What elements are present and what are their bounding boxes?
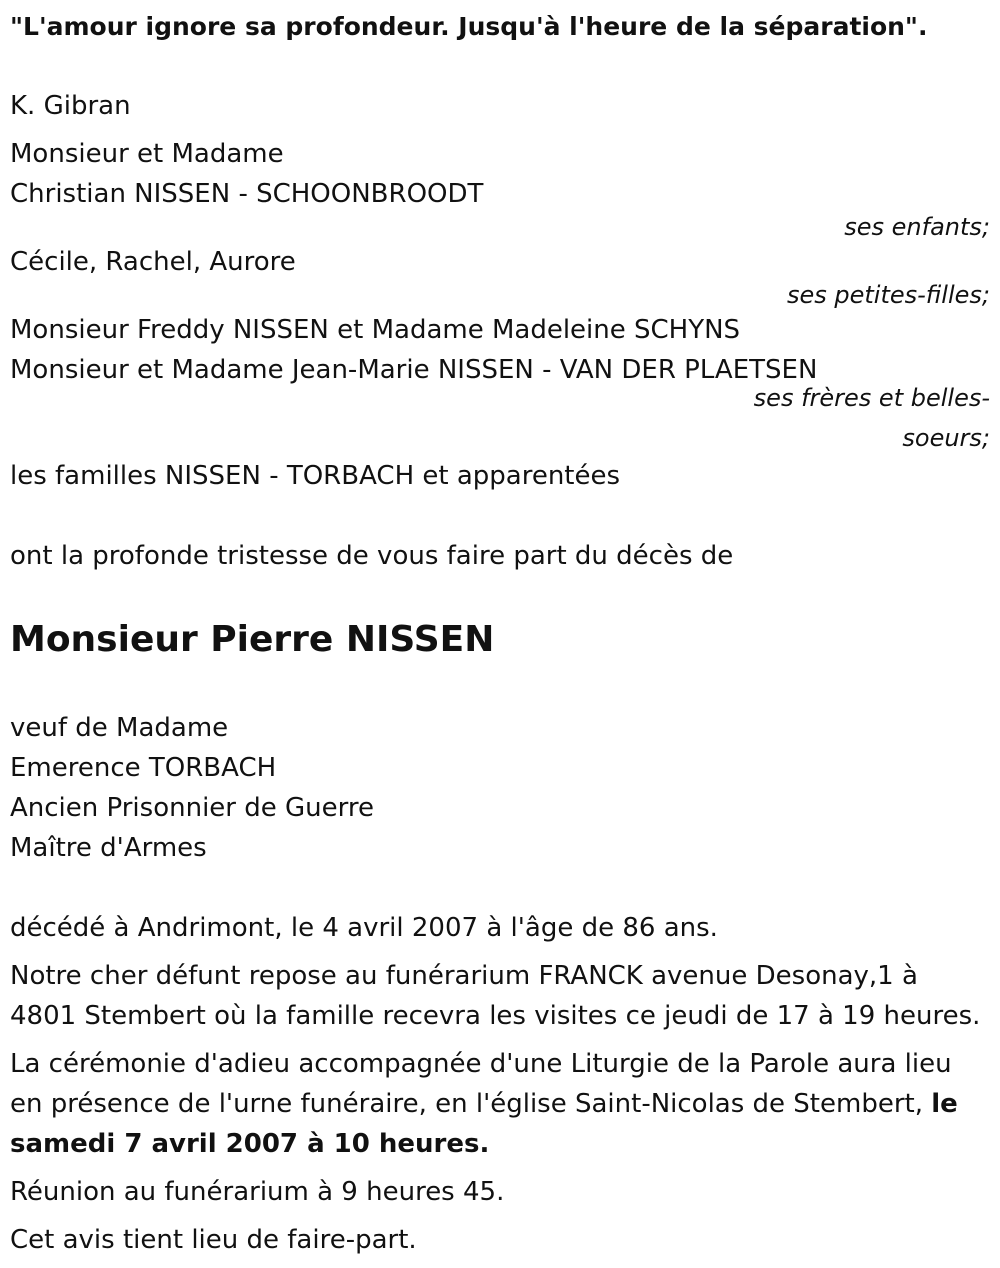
closing-note: Cet avis tient lieu de faire-part. <box>10 1225 417 1255</box>
detail-line-3: Ancien Prisonnier de Guerre <box>10 793 374 823</box>
detail-line-1: veuf de Madame <box>10 713 229 743</box>
children-role: ses enfants; <box>844 213 990 241</box>
epigraph-quote: "L'amour ignore sa profondeur. Jusqu'à l'heure de la séparation". <box>10 12 928 41</box>
children-line-2: Christian NISSEN - SCHOONBROODT <box>10 179 484 209</box>
meeting-info: Réunion au funérarium à 9 heures 45. <box>10 1177 505 1207</box>
detail-line-2: Emerence TORBACH <box>10 753 277 783</box>
ceremony-info <box>10 1044 990 1164</box>
children-line-1: Monsieur et Madame <box>10 139 284 169</box>
siblings-role: ses frères et belles-soeurs; <box>753 384 990 452</box>
detail-line-4: Maître d'Armes <box>10 833 207 863</box>
grandchildren: Cécile, Rachel, Aurore <box>10 247 296 277</box>
obituary-notice <box>10 8 990 1268</box>
deceased-name: Monsieur Pierre NISSEN <box>10 619 495 660</box>
funeral-home-info: Notre cher défunt repose au funérarium FRANCK avenue Desonay,1 à 4801 Stembert où la famille recevra les visites ce jeudi de 17 à 19 heures. <box>10 961 981 1031</box>
extended-families: les familles NISSEN - TORBACH et apparentées <box>10 461 621 491</box>
death-info: décédé à Andrimont, le 4 avril 2007 à l'âge de 86 ans. <box>10 913 718 943</box>
siblings-line-1: Monsieur Freddy NISSEN et Madame Madeleine SCHYNS <box>10 315 741 345</box>
announcement: ont la profonde tristesse de vous faire part du décès de <box>10 541 734 571</box>
ceremony-date: le samedi 7 avril 2007 à 10 heures. <box>10 1089 958 1159</box>
quote-author: K. Gibran <box>10 91 131 121</box>
grandchildren-role: ses petites-filles; <box>786 281 990 309</box>
siblings-line-2: Monsieur et Madame Jean-Marie NISSEN - VAN DER PLAETSEN <box>10 355 818 385</box>
ceremony-text: La cérémonie d'adieu accompagnée d'une Liturgie de la Parole aura lieu en présence de l'urne funéraire, en l'église Saint-Nicolas de Stembert, <box>10 1049 952 1119</box>
